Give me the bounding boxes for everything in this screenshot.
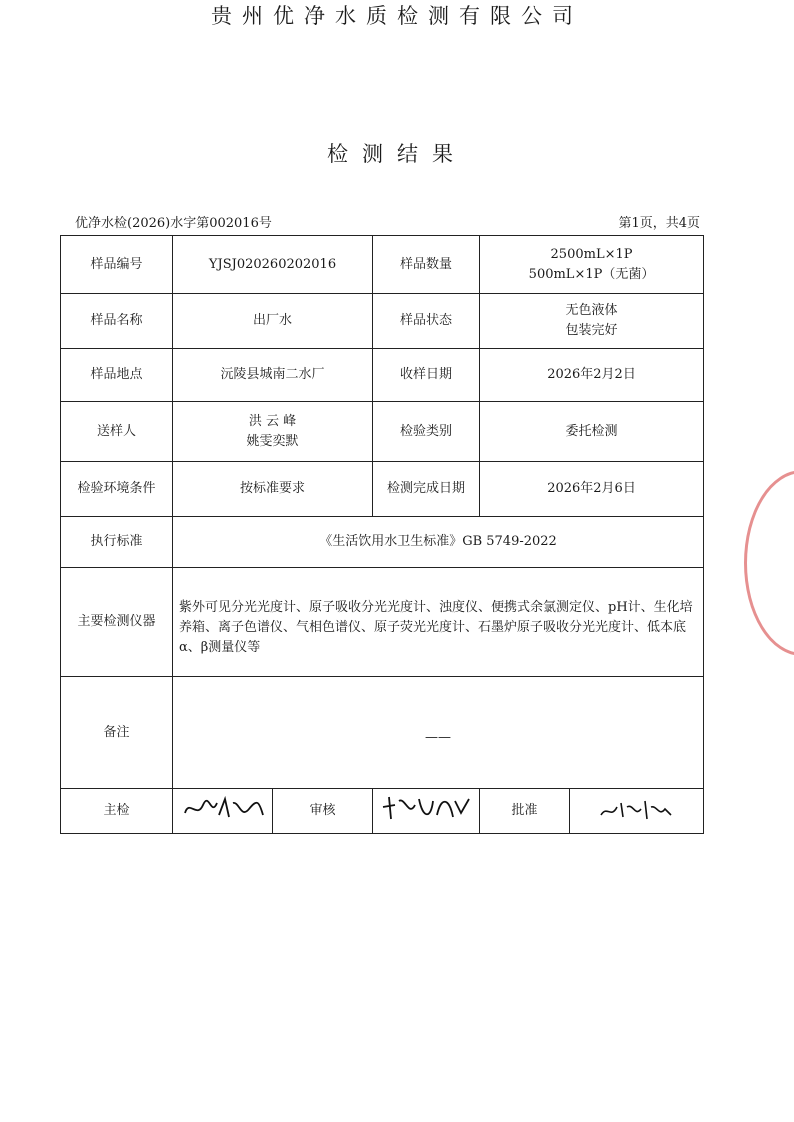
table-row xyxy=(61,462,704,517)
table-row xyxy=(61,568,704,677)
review-signature xyxy=(373,789,480,834)
standard-value: 《生活饮用水卫生标准》GB 5749-2022 xyxy=(173,517,704,568)
table-row xyxy=(61,402,704,462)
sample-qty-line: 2500mL×1P xyxy=(550,246,633,262)
location-value: 沅陵县城南二水厂 xyxy=(173,349,373,402)
sample-state-label: 样品状态 xyxy=(373,294,480,349)
test-type-label: 检验类别 xyxy=(373,402,480,462)
signature-icon xyxy=(179,791,269,825)
sample-qty-label: 样品数量 xyxy=(373,236,480,294)
document-title: 检测结果 xyxy=(327,142,467,166)
env-label: 检验环境条件 xyxy=(61,462,173,517)
sample-qty-line: 500mL×1P（无菌） xyxy=(528,266,655,282)
main-check-label: 主检 xyxy=(61,789,173,834)
table-row xyxy=(61,789,704,834)
remarks-label: 备注 xyxy=(61,677,173,789)
sample-no-value: YJSJ020260202016 xyxy=(173,236,373,294)
table-row xyxy=(61,677,704,789)
sender-value xyxy=(173,402,373,462)
main-check-signature xyxy=(173,789,273,834)
receive-date-label: 收样日期 xyxy=(373,349,480,402)
test-type-value: 委托检测 xyxy=(480,402,704,462)
table-row xyxy=(61,349,704,402)
company-name: 贵州优净水质检测有限公司 xyxy=(211,4,583,28)
sample-no-label: 样品编号 xyxy=(61,236,173,294)
receive-date-value: 2026年2月2日 xyxy=(480,349,704,402)
results-table xyxy=(60,235,704,834)
location-label: 样品地点 xyxy=(61,349,173,402)
sample-name-label: 样品名称 xyxy=(61,294,173,349)
report-number: 优净水检(2026)水字第002016号 xyxy=(75,216,272,231)
sample-state-value xyxy=(480,294,704,349)
signature-icon xyxy=(597,793,677,823)
sample-name-value: 出厂水 xyxy=(173,294,373,349)
table-row xyxy=(61,236,704,294)
sender-label: 送样人 xyxy=(61,402,173,462)
review-label: 审核 xyxy=(273,789,373,834)
sender-line: 洪 云 峰 xyxy=(248,413,297,429)
table-row xyxy=(61,294,704,349)
instruments-label: 主要检测仪器 xyxy=(61,568,173,677)
sample-state-line: 无色液体 xyxy=(565,303,618,318)
table-row xyxy=(61,517,704,568)
page-indicator: 第1页，共4页 xyxy=(618,216,700,231)
sample-state-line: 包装完好 xyxy=(565,323,618,338)
standard-label: 执行标准 xyxy=(61,517,173,568)
env-value: 按标准要求 xyxy=(173,462,373,517)
approve-label: 批准 xyxy=(480,789,570,834)
signature-icon xyxy=(379,791,475,825)
finish-date-label: 检测完成日期 xyxy=(373,462,480,517)
finish-date-value: 2026年2月6日 xyxy=(480,462,704,517)
approve-signature xyxy=(570,789,704,834)
seal-stamp-icon xyxy=(744,470,794,656)
sender-line: 姚雯奕默 xyxy=(246,433,299,449)
sample-qty-value xyxy=(480,236,704,294)
instruments-value: 紫外可见分光光度计、原子吸收分光光度计、浊度仪、便携式余氯测定仪、pH计、生化培养箱、离子色谱仪、气相色谱仪、原子荧光光度计、石墨炉原子吸收分光光度计、低本底α、β测量仪等 xyxy=(173,568,704,677)
remarks-value: —— xyxy=(173,677,704,789)
